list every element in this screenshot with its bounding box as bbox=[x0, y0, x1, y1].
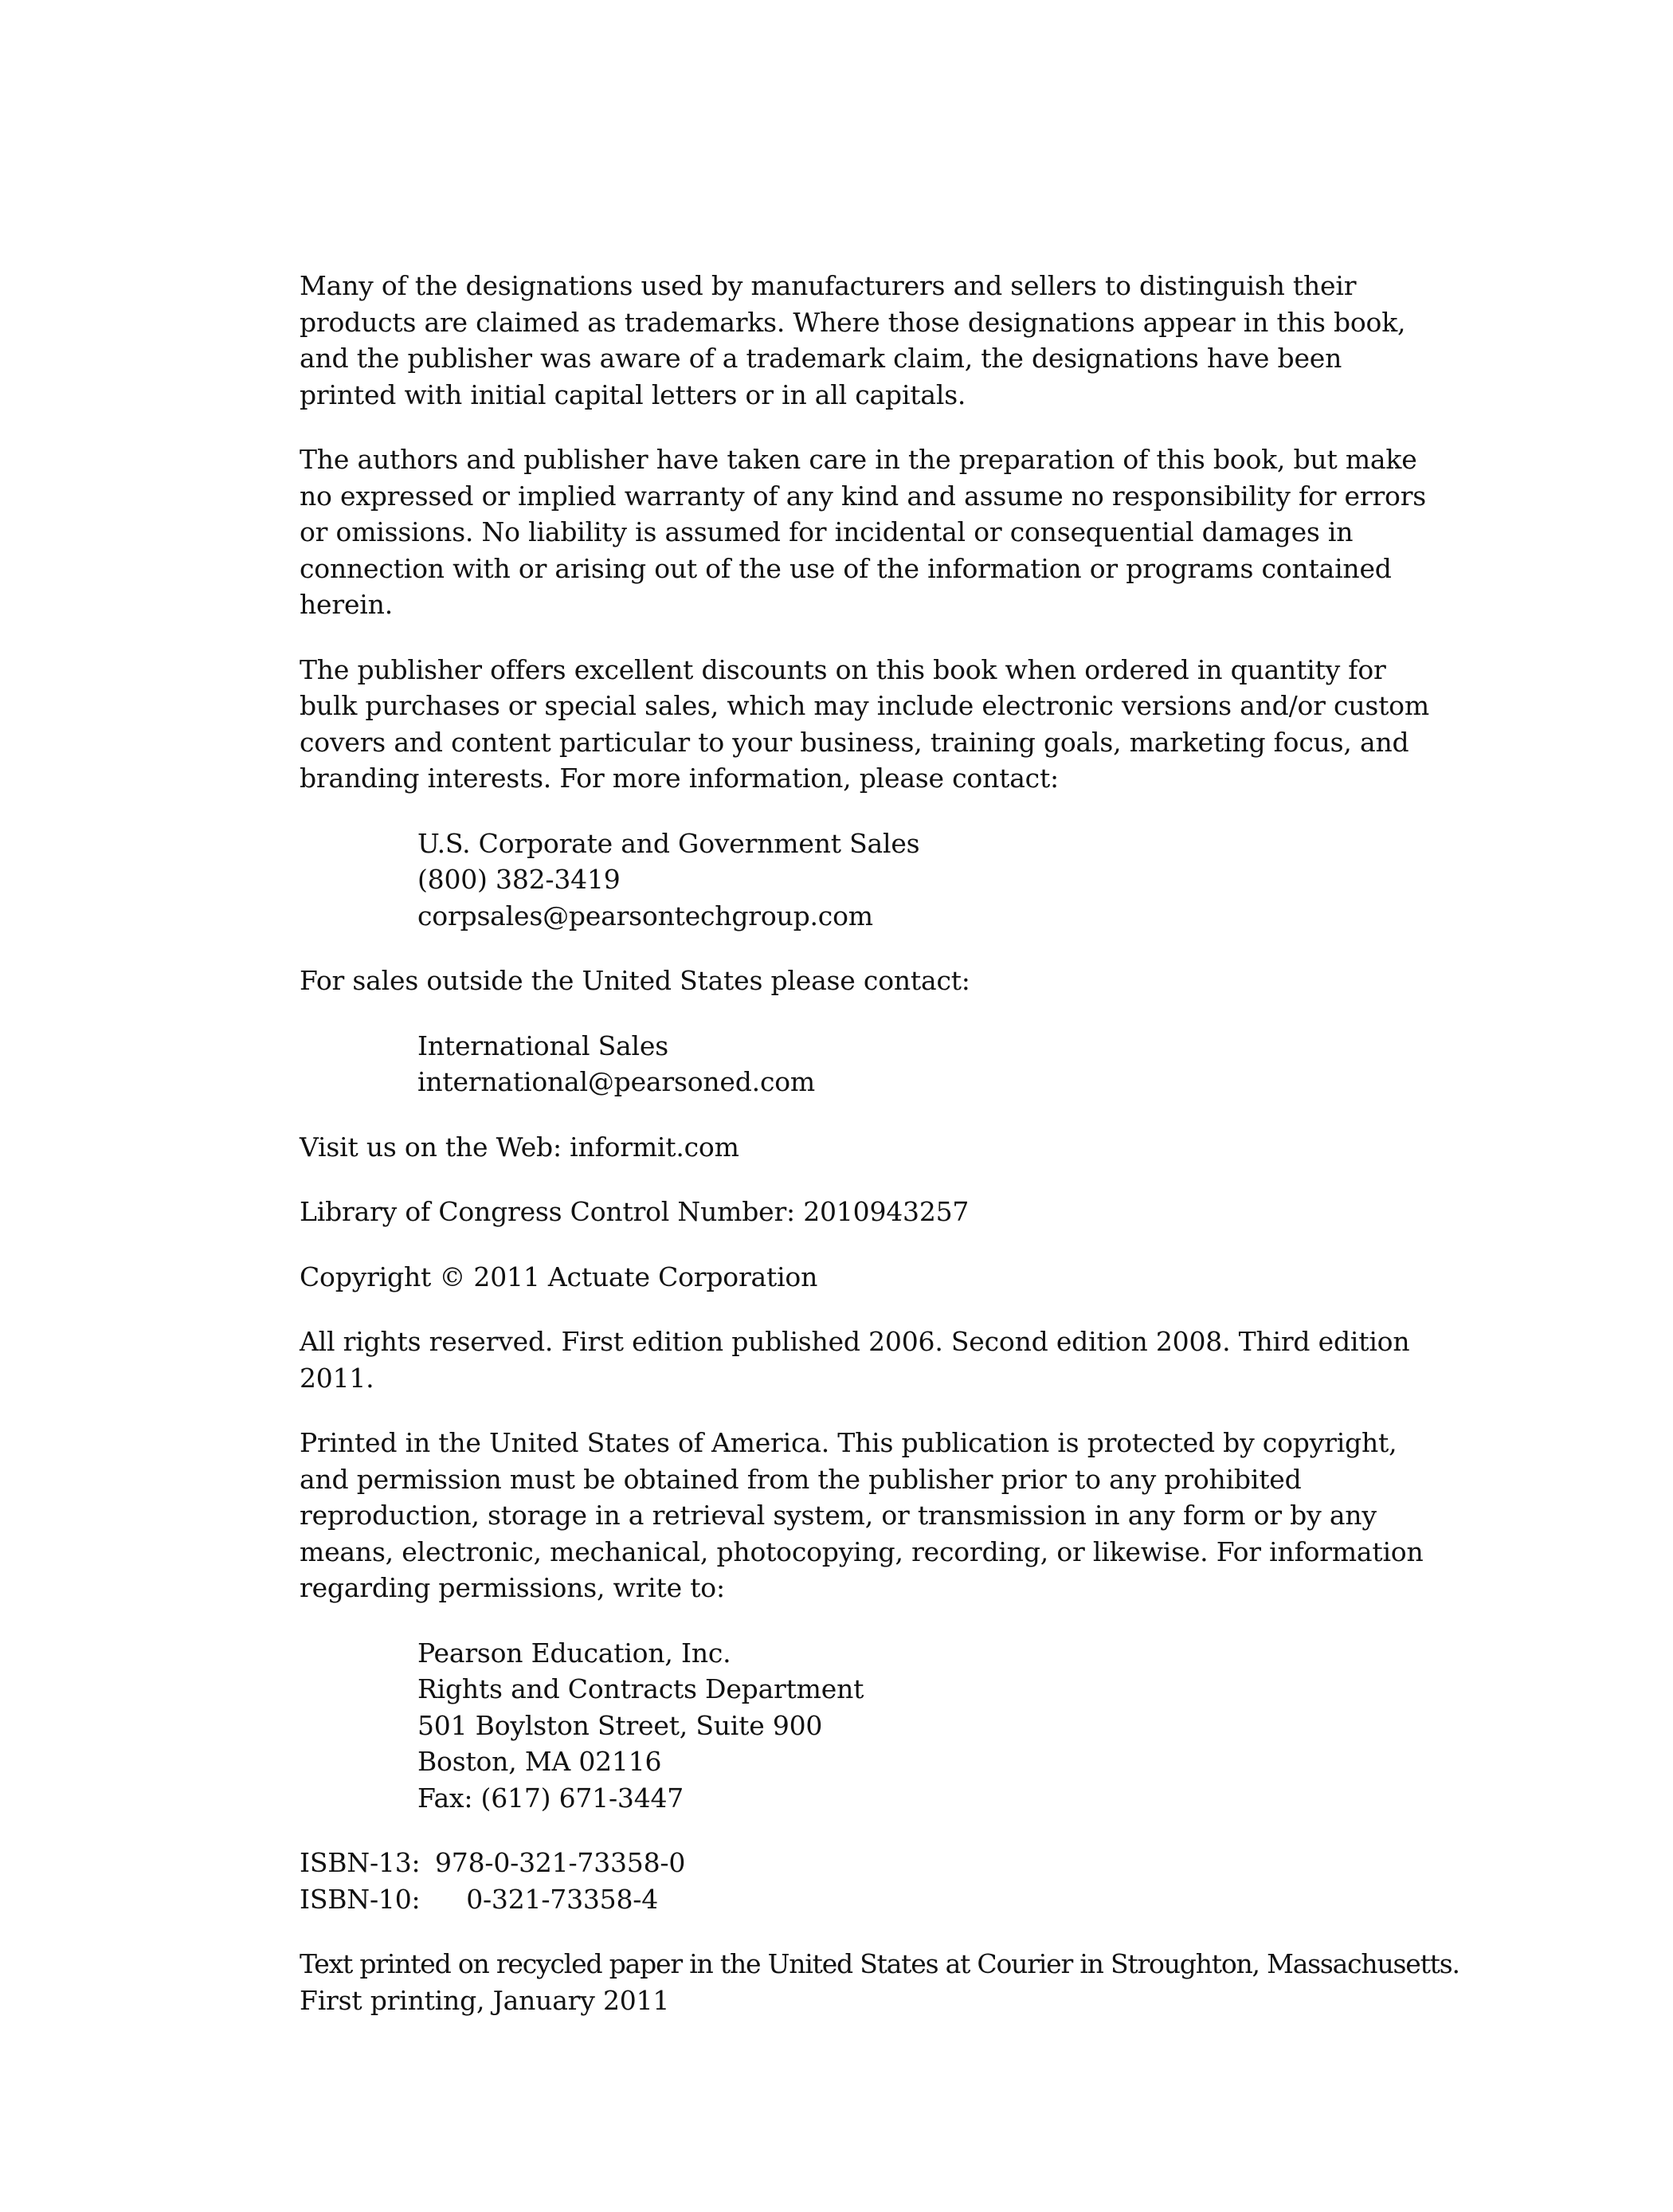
text-line: printed with initial capital letters or in all capitals. bbox=[300, 378, 966, 410]
text-line: 2011. bbox=[300, 1362, 374, 1394]
intl-sales-name: International Sales bbox=[417, 1030, 668, 1061]
copyright-line: Copyright © 2011 Actuate Corporation bbox=[300, 1261, 818, 1292]
intl-sales-email: international@pearsoned.com bbox=[417, 1066, 816, 1097]
text-line: and permission must be obtained from the publisher prior to any prohibited bbox=[300, 1463, 1302, 1495]
discounts-paragraph bbox=[300, 652, 1431, 797]
outside-us-paragraph bbox=[300, 963, 1431, 999]
text-line: The publisher offers excellent discounts on this book when ordered in quantity for bbox=[300, 653, 1386, 685]
printing-line: First printing, January 2011 bbox=[300, 1984, 670, 2016]
loc-line: Library of Congress Control Number: 2010943257 bbox=[300, 1196, 970, 1227]
address-city: Boston, MA 02116 bbox=[417, 1746, 662, 1777]
permissions-address bbox=[417, 1635, 1431, 1817]
text-line: Many of the designations used by manufacturers and sellers to distinguish their bbox=[300, 270, 1357, 301]
text-line: connection with or arising out of the use of the information or programs contained bbox=[300, 552, 1392, 584]
web-line: Visit us on the Web: informit.com bbox=[300, 1131, 739, 1163]
isbn-block bbox=[300, 1845, 1431, 1917]
warranty-paragraph bbox=[300, 441, 1431, 623]
address-company: Pearson Education, Inc. bbox=[417, 1637, 731, 1669]
isbn-value: 0-321-73358-4 bbox=[466, 1883, 658, 1915]
us-sales-email: corpsales@pearsontechgroup.com bbox=[417, 900, 873, 931]
text-line: bulk purchases or special sales, which may include electronic versions and/or custom bbox=[300, 690, 1429, 721]
address-department: Rights and Contracts Department bbox=[417, 1673, 864, 1704]
text-line: herein. bbox=[300, 589, 393, 620]
isbn-label: ISBN-10: bbox=[300, 1883, 421, 1915]
text-line: and the publisher was aware of a trademark claim, the designations have been bbox=[300, 343, 1342, 374]
trademarks-paragraph bbox=[300, 268, 1431, 413]
text-line: means, electronic, mechanical, photocopying, recording, or likewise. For information bbox=[300, 1535, 1424, 1567]
text-line: or omissions. No liability is assumed for incidental or consequential damages in bbox=[300, 516, 1354, 547]
loc-paragraph bbox=[300, 1194, 1431, 1230]
isbn-label: ISBN-13: bbox=[300, 1847, 421, 1878]
text-line: All rights reserved. First edition published 2006. Second edition 2008. Third edition bbox=[300, 1326, 1410, 1357]
web-paragraph bbox=[300, 1129, 1431, 1166]
text-line: products are claimed as trademarks. Where those designations appear in this book, bbox=[300, 306, 1406, 338]
text-line: no expressed or implied warranty of any kind and assume no responsibility for errors bbox=[300, 480, 1427, 512]
us-sales-name: U.S. Corporate and Government Sales bbox=[417, 827, 920, 859]
recycled-line: Text printed on recycled paper in the United States at Courier in Stroughton, Massachusetts. bbox=[300, 1948, 1459, 1979]
isbn-13-row bbox=[300, 1845, 1431, 1881]
text-line: branding interests. For more information, please contact: bbox=[300, 763, 1059, 794]
page-content bbox=[300, 268, 1459, 2047]
printed-paragraph bbox=[300, 1425, 1431, 1606]
copyright-paragraph bbox=[300, 1259, 1431, 1296]
international-sales-contact bbox=[417, 1028, 1431, 1100]
printing-paragraph bbox=[300, 1946, 1459, 2018]
text-line: regarding permissions, write to: bbox=[300, 1572, 725, 1603]
text-line: reproduction, storage in a retrieval system, or transmission in any form or by any bbox=[300, 1500, 1377, 1531]
text-line: covers and content particular to your business, training goals, marketing focus, and bbox=[300, 726, 1409, 758]
text-line: For sales outside the United States please contact: bbox=[300, 965, 970, 996]
address-fax: Fax: (617) 671-3447 bbox=[417, 1782, 684, 1814]
text-line: The authors and publisher have taken care in the preparation of this book, but make bbox=[300, 444, 1417, 475]
us-sales-contact bbox=[417, 826, 1431, 935]
isbn-value: 978-0-321-73358-0 bbox=[435, 1847, 686, 1878]
address-street: 501 Boylston Street, Suite 900 bbox=[417, 1709, 823, 1741]
text-line: Printed in the United States of America. This publication is protected by copyright, bbox=[300, 1427, 1397, 1458]
us-sales-phone: (800) 382-3419 bbox=[417, 864, 621, 895]
rights-paragraph bbox=[300, 1324, 1431, 1396]
isbn-10-row bbox=[300, 1881, 1431, 1918]
